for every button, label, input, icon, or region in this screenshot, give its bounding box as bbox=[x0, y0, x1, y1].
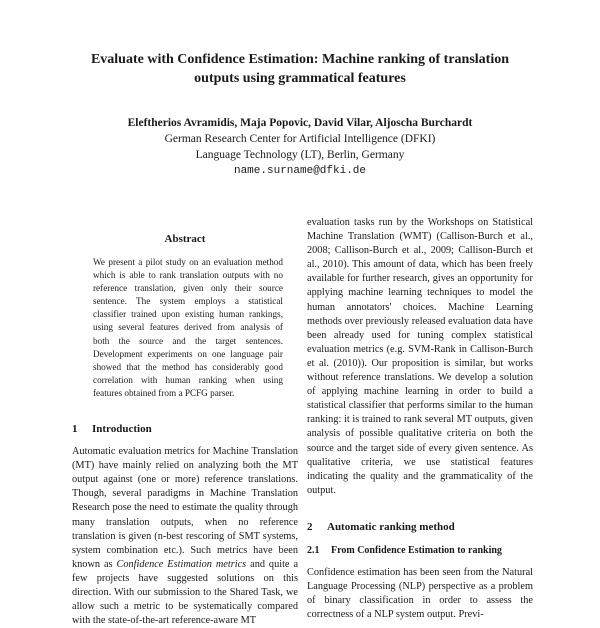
title-line-1: Evaluate with Confidence Estimation: Machine ranking of translation bbox=[90, 52, 510, 67]
subsection-2-1-text: Confidence estimation has been seen from the Natural Language Processing (NLP) perspective as a problem of binary classification in order to assess the correctness of a NLP system output. Previ- bbox=[307, 566, 533, 621]
section-2-title: Automatic ranking method bbox=[327, 520, 455, 533]
right-column bbox=[307, 217, 533, 622]
title-line-2: outputs using grammatical features bbox=[194, 71, 406, 86]
subsection-2-1-title: From Confidence Estimation to ranking bbox=[331, 544, 502, 556]
section-1-text-part-1: Automatic evaluation metrics for Machine Translation (MT) have mainly relied on analyzing both the MT output against (one or more) reference translations. Though, several paradigms in Machine Translation Research pose the need to estimate the quality through many translation outputs, when no reference translation is given (n-best rescoring of SMT systems, system combination etc.). Such metrics have been known as bbox=[72, 446, 298, 570]
right-column-text: evaluation tasks run by the Workshops on Statistical Machine Translation (WMT) (Callison-Burch et al., 2008; Callison-Burch et al., 2009; Callison-Burch et al., 2010). This amount of data, which has been freely available for further research, gives an opportunity for applying machine learning techniques to model the human annotators' choices. Machine Learning methods over previously released evaluation data have been already used for tuning complex statistical evaluation metrics (e.g. SVM-Rank in Callison-Burch et al. (2010)). Our proposition is similar, but works without reference translations. We develop a solution of applying machine learning in order to build a statistical classifier that performs similar to the human ranking: it is trained to rank several MT outputs, given analysis of possible qualitative criteria on both the source and the target side of every given sentence. As qualitative criteria, we use statistical features indicating the quality and the grammaticality of the output. bbox=[307, 217, 533, 496]
section-1-text-part-2: and quite a few projects have suggested solutions on this direction. With our submission to the Shared Task, we allow such a metric to be systematically compared with the state-of-the-art reference-aware MT bbox=[72, 558, 299, 627]
section-1-number: 1 bbox=[72, 423, 78, 436]
author-block bbox=[60, 115, 540, 179]
author-email: name.surname@dfki.de bbox=[233, 165, 367, 177]
section-1-text bbox=[72, 445, 298, 628]
section-1-title: Introduction bbox=[92, 423, 152, 436]
left-column bbox=[72, 232, 298, 628]
subsection-2-1-heading bbox=[307, 544, 533, 558]
subsection-2-1-number: 2.1 bbox=[307, 544, 320, 556]
author-names: Eleftherios Avramidis, Maja Popovic, David Vilar, Aljoscha Burchardt bbox=[127, 117, 473, 129]
section-1-emphasis: Confidence Estimation metrics bbox=[116, 558, 247, 570]
author-affiliation: German Research Center for Artificial Intelligence (DFKI) bbox=[164, 133, 436, 145]
section-2-heading bbox=[307, 520, 533, 534]
paper-title bbox=[60, 50, 540, 88]
abstract-text: We present a pilot study on an evaluation method which is able to rank translation outputs with no reference translation, given only their source sentence. The system employs a statistical classifier trained upon existing human rankings, using several features derived from analysis of both the source and the target sentences. Development experiments on one language pair showed that the method has considerably good correlation with human ranking when using features obtained from a PCFG parser. bbox=[93, 257, 283, 398]
section-1-heading bbox=[72, 422, 298, 436]
section-2-number: 2 bbox=[307, 520, 313, 533]
abstract-heading: Abstract bbox=[164, 233, 206, 245]
author-department: Language Technology (LT), Berlin, Germany bbox=[195, 149, 405, 161]
